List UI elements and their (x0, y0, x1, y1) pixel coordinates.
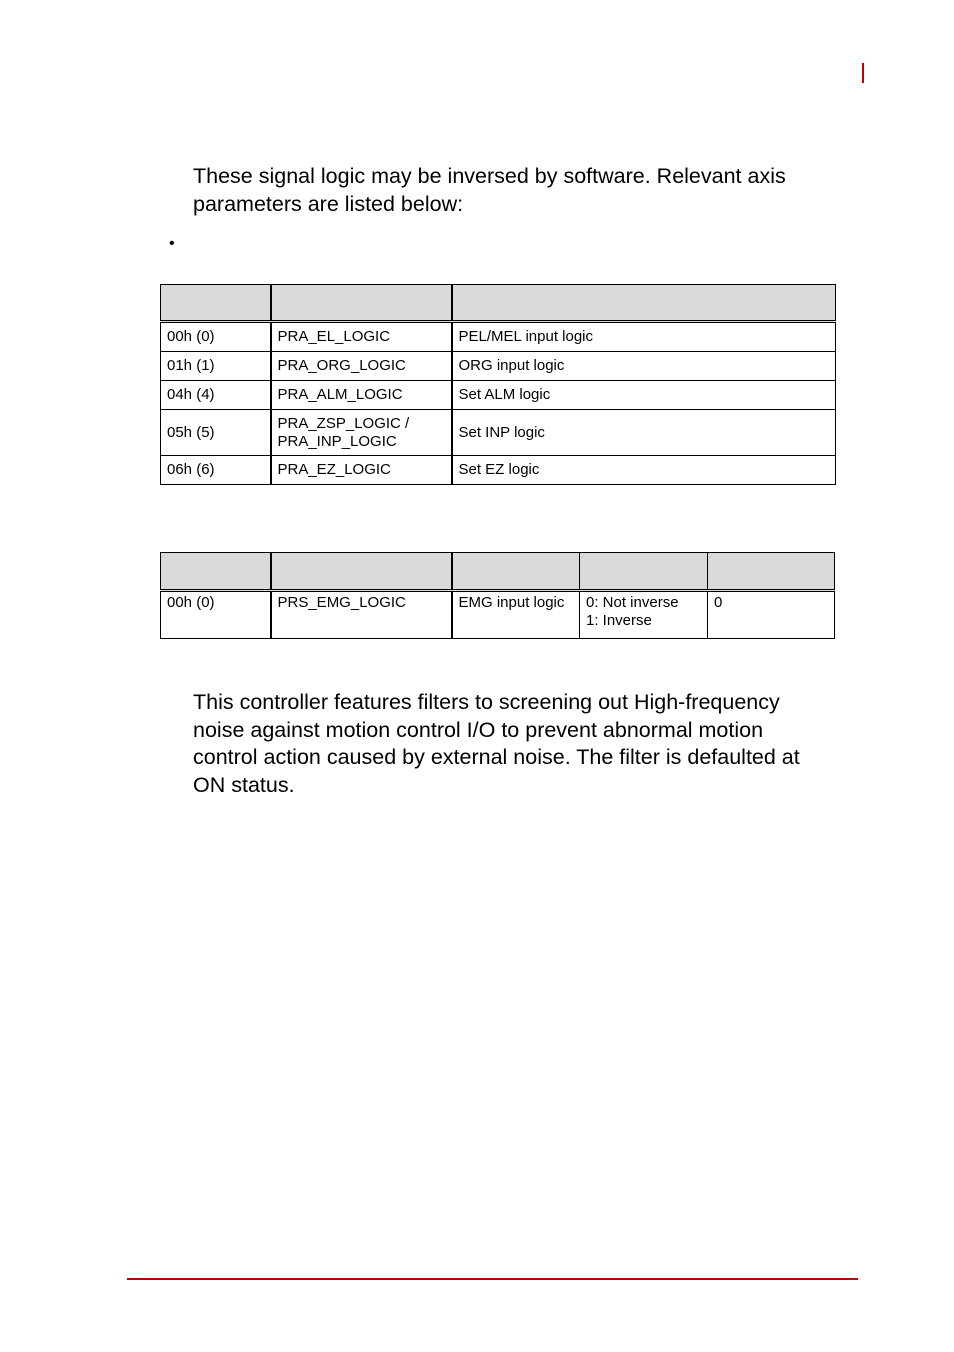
table-row (161, 591, 835, 639)
param-index-cell: 05h (5) (161, 410, 271, 456)
table-row (161, 322, 836, 352)
table-header-row (161, 553, 835, 591)
axis-parameter-table (160, 284, 836, 485)
header-cell (161, 285, 271, 322)
param-name-cell: PRA_ORG_LOGIC (271, 352, 452, 381)
table-row (161, 352, 836, 381)
param-index-cell: 01h (1) (161, 352, 271, 381)
param-name-line: PRA_ZSP_LOGIC / (277, 414, 410, 432)
header-cell (452, 553, 580, 591)
intro-paragraph: These signal logic may be inversed by software. Relevant axis parameters are listed below: (193, 164, 786, 216)
header-accent-bar (862, 63, 864, 83)
param-description-cell: EMG input logic (452, 591, 580, 639)
param-value-line: 0: Not inverse (586, 594, 679, 611)
param-name-cell: PRA_ALM_LOGIC (271, 381, 452, 410)
param-name-line: PRA_INP_LOGIC (277, 432, 397, 450)
param-index-cell: 00h (0) (161, 591, 271, 639)
header-cell (452, 285, 836, 322)
header-cell (580, 553, 708, 591)
header-cell (271, 553, 452, 591)
table-header-row (161, 285, 836, 322)
param-description-cell: ORG input logic (452, 352, 836, 381)
param-description-cell: PEL/MEL input logic (452, 322, 836, 352)
table-row (161, 456, 836, 485)
footer-rule (127, 1278, 858, 1280)
param-index-cell: 00h (0) (161, 322, 271, 352)
param-index-cell: 06h (6) (161, 456, 271, 485)
param-index-cell: 04h (4) (161, 381, 271, 410)
param-default-cell: 0 (708, 591, 835, 639)
table-row (161, 381, 836, 410)
param-value-cell (580, 591, 708, 639)
param-name-cell: PRA_EL_LOGIC (271, 322, 452, 352)
filter-paragraph: This controller features filters to screening out High-frequency noise against motion control I/O to prevent abnormal motion control action caused by external noise. The filter is defaulted at ON status. (193, 690, 800, 797)
param-name-cell (271, 410, 452, 456)
param-description-cell: Set INP logic (452, 410, 836, 456)
param-value-line: 1: Inverse (586, 612, 652, 629)
header-cell (708, 553, 835, 591)
header-cell (161, 553, 271, 591)
table-row (161, 410, 836, 456)
system-parameter-table (160, 552, 835, 639)
header-cell (271, 285, 452, 322)
param-name-cell: PRS_EMG_LOGIC (271, 591, 452, 639)
param-name-cell: PRA_EZ_LOGIC (271, 456, 452, 485)
param-description-cell: Set EZ logic (452, 456, 836, 485)
param-description-cell: Set ALM logic (452, 381, 836, 410)
bullet-point: • (169, 235, 175, 252)
